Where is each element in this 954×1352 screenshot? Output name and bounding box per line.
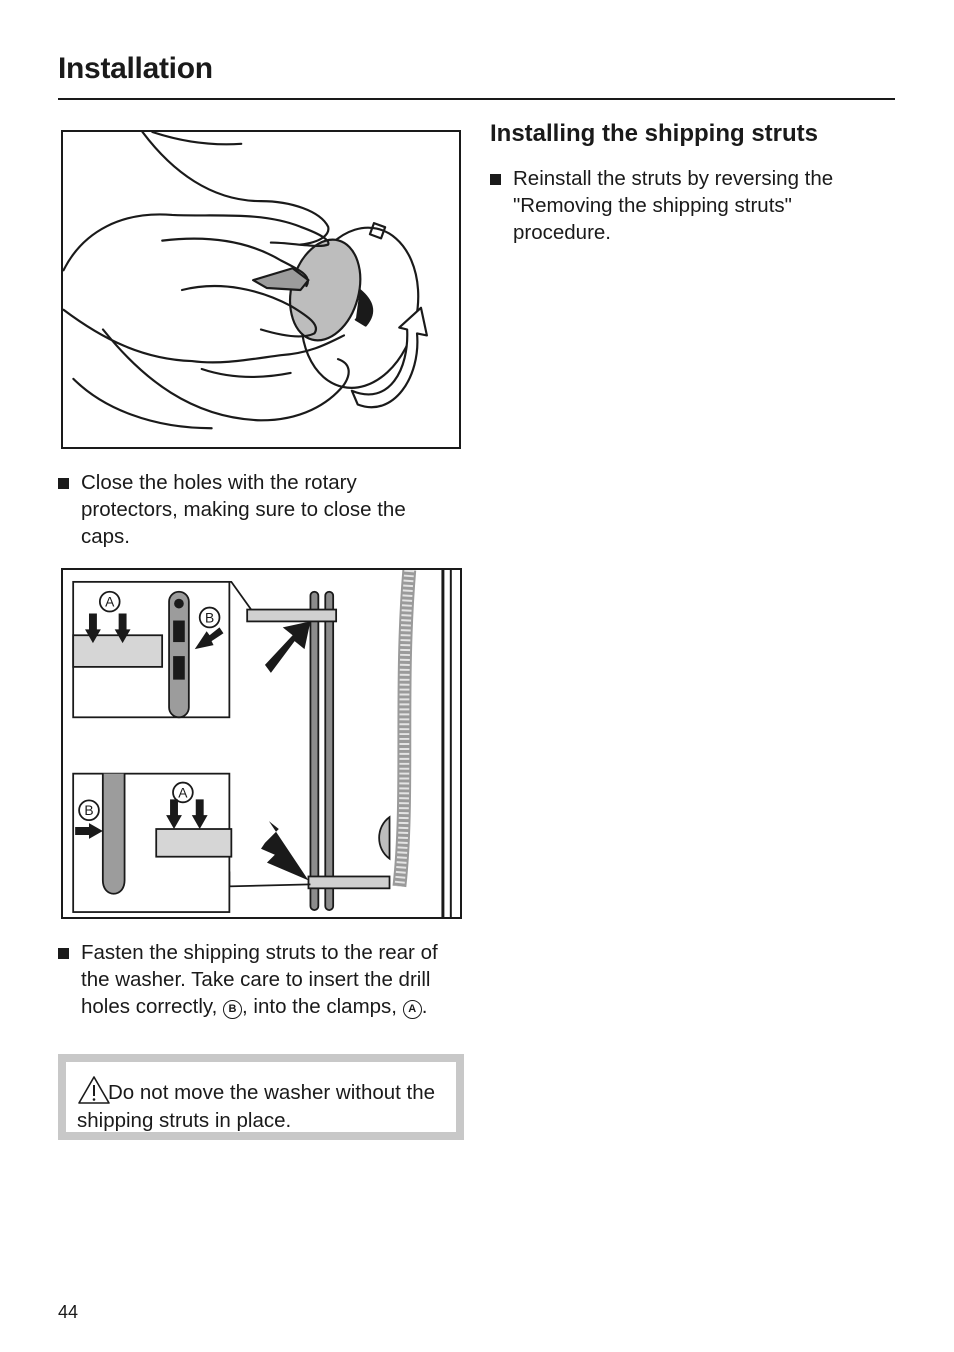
bullet-fasten-struts-text bbox=[81, 939, 463, 1020]
warning-box-inner bbox=[66, 1062, 456, 1132]
rotary-protector-illustration bbox=[63, 132, 459, 447]
warning-box bbox=[58, 1054, 464, 1140]
subtitle-installing-struts: Installing the shipping struts bbox=[490, 120, 819, 147]
header-rule bbox=[58, 98, 895, 100]
page-number: 44 bbox=[58, 1302, 79, 1322]
label-clamp-bottom: A bbox=[178, 784, 188, 801]
bullet-square-icon bbox=[58, 948, 69, 959]
fasten-text-part-3: . bbox=[421, 995, 428, 1018]
bullet-fasten-struts bbox=[58, 939, 463, 1020]
section-title: Installation bbox=[58, 52, 213, 85]
marker-a: A bbox=[403, 1000, 422, 1019]
label-strut-bottom: B bbox=[84, 802, 94, 819]
warning-triangle-icon bbox=[77, 1075, 111, 1105]
shipping-struts-illustration bbox=[63, 570, 460, 917]
fasten-text-part-1: Fasten the shipping struts to the rear of the washer. Take care to insert the drill holes correctly, bbox=[81, 941, 438, 1018]
figure-shipping-struts bbox=[61, 568, 462, 919]
bullet-square-icon bbox=[490, 174, 501, 185]
label-strut-top: B bbox=[204, 609, 215, 626]
bullet-reinstall-struts bbox=[490, 165, 885, 246]
label-clamp-top: A bbox=[105, 593, 115, 610]
figure-rotary-protector bbox=[61, 130, 461, 449]
warning-text: Do not move the washer without the shipping struts in place. bbox=[77, 1081, 436, 1132]
bullet-close-holes bbox=[58, 469, 458, 550]
bullet-square-icon bbox=[58, 478, 69, 489]
marker-b: B bbox=[223, 1000, 242, 1019]
bullet-reinstall-struts-text: Reinstall the struts by reversing the "Removing the shipping struts" procedure. bbox=[513, 167, 834, 244]
fasten-text-part-2: , into the clamps, bbox=[242, 995, 403, 1018]
bullet-close-holes-text: Close the holes with the rotary protectors, making sure to close the caps. bbox=[81, 471, 406, 548]
